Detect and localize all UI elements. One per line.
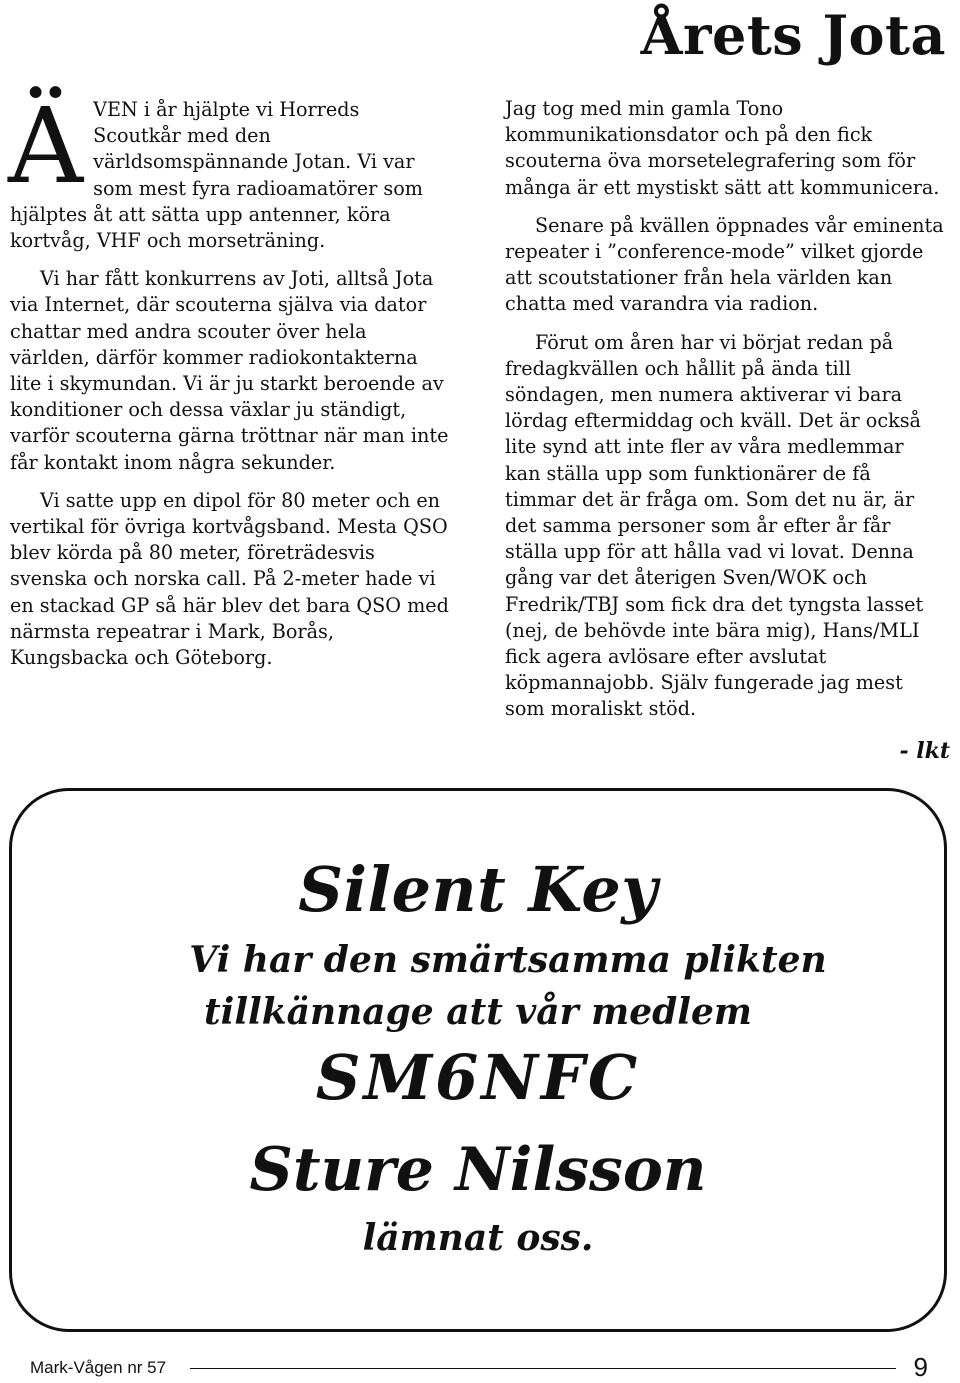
author-signature: - lkt <box>899 738 950 764</box>
article-paragraph: Vi har fått konkurrens av Joti, alltså Jota via Internet, där scouterna själva via dator chattar med andra scouter över hela världen, därför kommer radiokontakterna lite i skymundan. Vi är ju starkt beroende av konditioner och dessa växlar ju ständigt, varför scouterna gärna tröttnar när man inte får kontakt inom några sekunder. <box>10 267 449 474</box>
article-title: Årets Jota <box>640 3 946 67</box>
article-paragraph: VEN i år hjälpte vi Horreds Scoutkår med den världsomspännande Jotan. Vi var som mest fyra radioamatörer som hjälptes åt att sätta upp antenner, köra kortvåg, VHF och morseträning. <box>10 98 423 253</box>
article-left-column <box>8 85 450 683</box>
silent-key-line-1: Vi har den smärtsamma plikten <box>189 939 827 981</box>
article-paragraph: Vi satte upp en dipol för 80 meter och en vertikal för övriga kortvågsband. Mesta QSO blev körda på 80 meter, företrädesvis svenska och norska call. På 2-meter hade vi en stackad GP så här blev det bara QSO med närmsta repeatrar i Mark, Borås, Kungsbacka och Göteborg. <box>10 488 449 670</box>
article-paragraph: Förut om åren har vi börjat redan på fredagkvällen och hållit på ända till söndagen, men numera aktiverar vi bara lördag eftermiddag och kväll. Det är också lite synd att inte fler av våra medlemmar kan ställa upp som funktionärer de få timmar det är fråga om. Som det nu är, är det samma personer som år efter år får ställa upp för att hålla vad vi lovat. Denna gång var det återigen Sven/WOK och Fredrik/TBJ som fick dra det tyngsta lasset (nej, de behövde inte bära mig), Hans/MLI fick agera avlösare efter avslutat köpmannajobb. Själv fungerade jag mest som moraliskt stöd. <box>505 330 924 721</box>
silent-key-name: Sture Nilsson <box>249 1135 707 1205</box>
silent-key-box <box>9 788 947 1332</box>
footer-rule <box>190 1368 896 1369</box>
publication-name: Mark-Vågen nr 57 <box>30 1358 167 1377</box>
article-paragraph: Senare på kvällen öppnades vår eminenta repeater i ”conference-mode” vilket gjorde att scoutstationer från hela världen kan chatta med varandra via radion. <box>505 213 944 316</box>
drop-cap: Ä <box>8 85 84 207</box>
silent-key-line-2: tillkännage att vår medlem <box>204 991 752 1033</box>
silent-key-title: Silent Key <box>298 853 658 926</box>
silent-key-closing: lämnat oss. <box>362 1217 594 1259</box>
page-footer <box>30 1352 930 1382</box>
article-paragraph: Jag tog med min gamla Tono kommunikationsdator och på den fick scouterna öva morsetelegrafering som för många är ett mystiskt sätt att kommunicera. <box>505 97 940 199</box>
page-number: 9 <box>913 1352 928 1382</box>
silent-key-callsign: SM6NFC <box>315 1041 641 1114</box>
article-right-column <box>505 96 945 735</box>
